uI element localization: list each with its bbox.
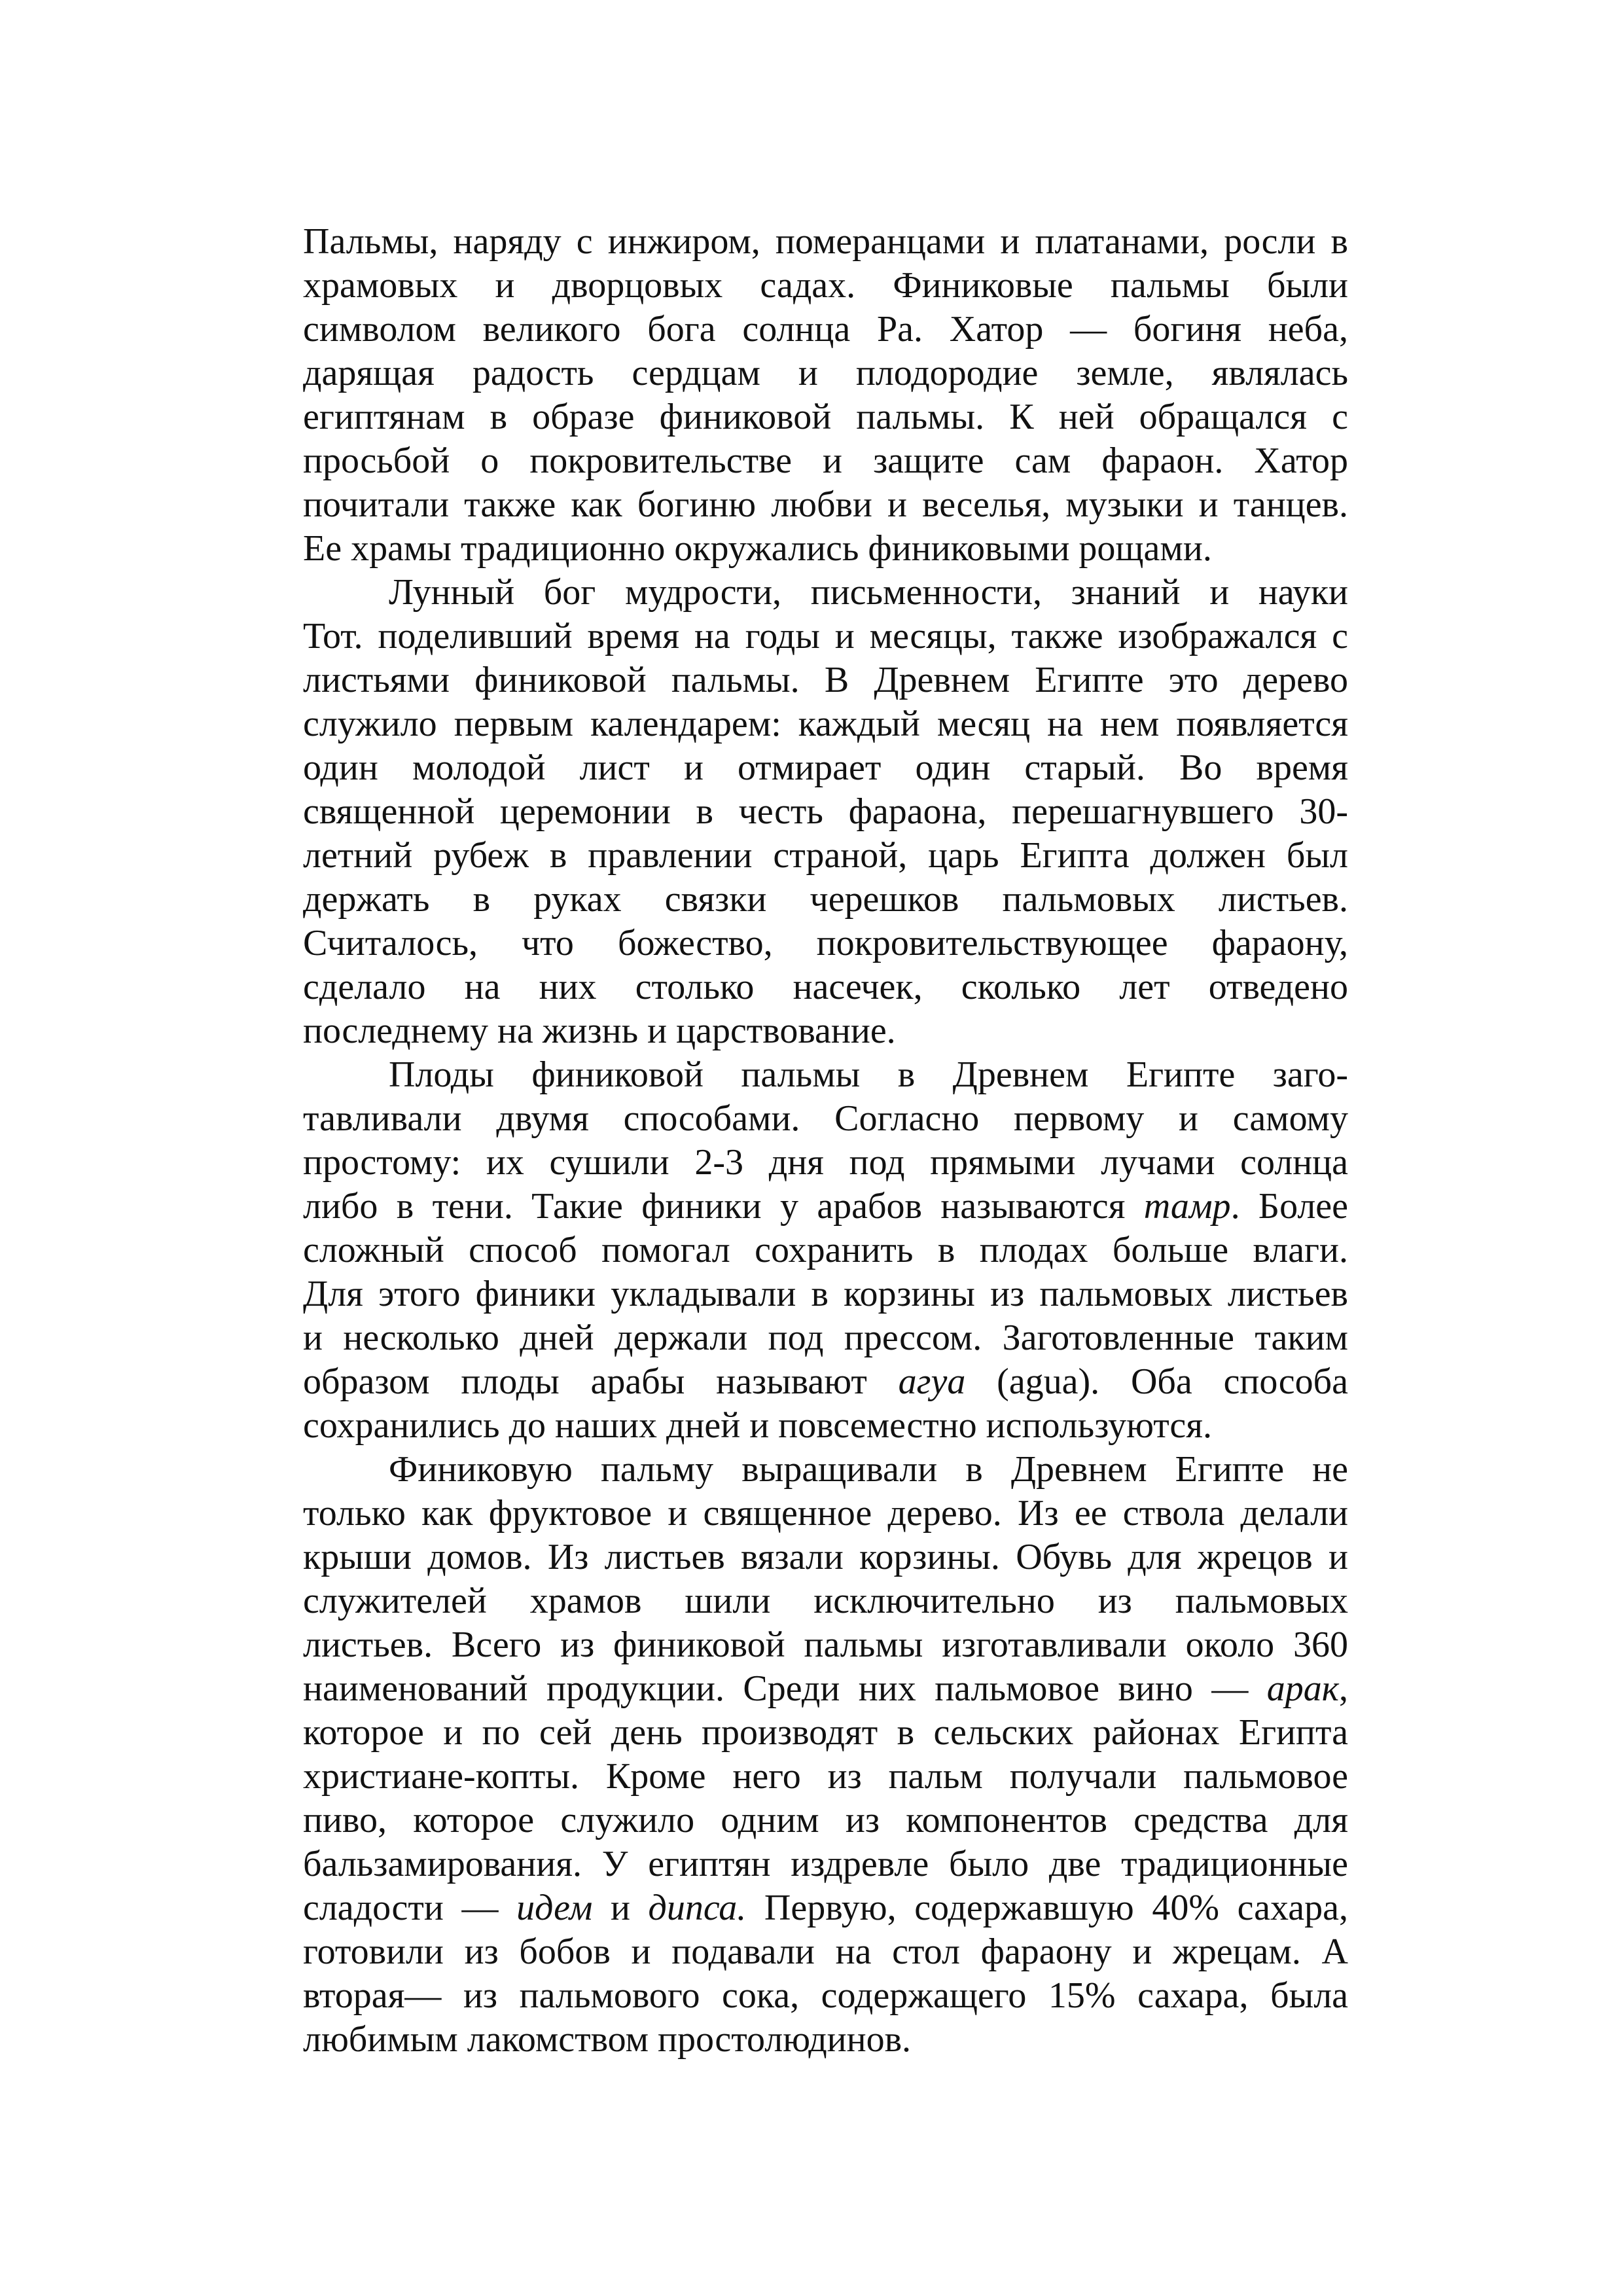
text-segment: символом великого бога солнца Ра. Хатор — богиня неба, xyxy=(303,309,1348,350)
text-segment: сохранились до наших дней и повсеместно используются. xyxy=(303,1405,1213,1446)
text-line xyxy=(303,1667,1348,1711)
text-line xyxy=(303,308,1348,351)
text-line xyxy=(303,1272,1348,1316)
text-segment: просьбой о покровительстве и защите сам фараон. Хатор xyxy=(303,440,1348,481)
italic-term: тамр xyxy=(1143,1186,1231,1227)
text-segment: дарящая радость сердцам и плодородие земле, являлась xyxy=(303,353,1348,393)
text-line xyxy=(303,1755,1348,1799)
text-segment: которое и по сей день производят в сельских районах Египта xyxy=(303,1712,1348,1753)
text-segment: египтянам в образе финиковой пальмы. К ней обращался с xyxy=(303,397,1348,437)
text-segment: крыши домов. Из листьев вязали корзины. Обувь для жрецов и xyxy=(303,1537,1348,1577)
text-line xyxy=(303,527,1348,571)
text-line xyxy=(303,1492,1348,1535)
text-line xyxy=(303,1842,1348,1886)
text-line xyxy=(303,439,1348,483)
text-segment: Для этого финики укладывали в корзины из пальмовых листьев xyxy=(303,1274,1348,1314)
text-segment: и несколько дней держали под прессом. Заготовленные таким xyxy=(303,1318,1348,1358)
text-line xyxy=(303,790,1348,834)
text-line xyxy=(303,1799,1348,1842)
text-line xyxy=(303,1316,1348,1360)
text-segment: (agua). Оба способа xyxy=(965,1361,1348,1402)
text-segment: последнему на жизнь и царствование. xyxy=(303,1011,896,1051)
text-segment: простому: их сушили 2-3 дня под прямыми лучами солнца xyxy=(303,1142,1348,1183)
text-segment: Финиковую пальму выращивали в Древнем Египте не xyxy=(389,1449,1348,1490)
text-segment: храмовых и дворцовых садах. Финиковые пальмы были xyxy=(303,265,1348,306)
text-segment: держать в руках связки черешков пальмовых листьев. xyxy=(303,879,1348,920)
italic-term: дипса. xyxy=(648,1888,747,1928)
text-line xyxy=(303,351,1348,395)
text-line xyxy=(303,834,1348,878)
text-segment: листьями финиковой пальмы. В Древнем Египте это дерево xyxy=(303,660,1348,700)
text-line xyxy=(303,658,1348,702)
italic-term: идем xyxy=(516,1888,593,1928)
text-segment: Лунный бог мудрости, письменности, знаний и науки xyxy=(389,572,1348,613)
text-segment: любимым лакомством простолюдинов. xyxy=(303,2019,912,2060)
text-segment: пиво, которое служило одним из компонентов средства для xyxy=(303,1800,1348,1840)
text-segment: священной церемонии в честь фараона, перешагнувшего 30- xyxy=(303,791,1348,832)
text-segment: готовили из бобов и подавали на стол фараону и жрецам. А xyxy=(303,1931,1348,1972)
text-line xyxy=(303,571,1348,615)
text-segment: вторая— из пальмового сока, содержащего 15% сахара, была xyxy=(303,1975,1348,2016)
text-line xyxy=(303,702,1348,746)
text-segment: сладости — xyxy=(303,1888,517,1928)
text-line xyxy=(303,922,1348,965)
text-line xyxy=(303,220,1348,264)
text-segment: либо в тени. Такие финики у арабов называются xyxy=(303,1186,1144,1227)
text-segment: сложный способ помогал сохранить в плодах больше влаги. xyxy=(303,1230,1348,1270)
text-segment: Первую, содержавшую 40% сахара, xyxy=(746,1888,1348,1928)
italic-term: агуа xyxy=(898,1361,966,1402)
text-segment: бальзамирования. У египтян издревле было две традиционные xyxy=(303,1844,1348,1884)
text-segment: . Более xyxy=(1230,1186,1348,1227)
text-segment: почитали также как богиню любви и веселья, музыки и танцев. xyxy=(303,484,1348,525)
text-line xyxy=(303,1229,1348,1272)
text-line xyxy=(303,483,1348,527)
text-segment: и xyxy=(592,1888,649,1928)
text-segment: служило первым календарем: каждый месяц на нем появляется xyxy=(303,704,1348,744)
italic-term: арак xyxy=(1266,1668,1339,1709)
text-segment: тавливали двумя способами. Согласно первому и самому xyxy=(303,1098,1348,1139)
text-line xyxy=(303,2018,1348,2062)
text-segment: образом плоды арабы называют xyxy=(303,1361,899,1402)
text-line xyxy=(303,1930,1348,1974)
text-line xyxy=(303,1974,1348,2018)
text-line xyxy=(303,1185,1348,1229)
text-segment: летний рубеж в правлении страной, царь Египта должен был xyxy=(303,835,1348,876)
text-line xyxy=(303,1053,1348,1097)
text-line xyxy=(303,1711,1348,1755)
text-line xyxy=(303,1448,1348,1492)
text-segment: один молодой лист и отмирает один старый. Во время xyxy=(303,747,1348,788)
text-line xyxy=(303,1404,1348,1448)
text-segment: христиане-копты. Кроме него из пальм получали пальмовое xyxy=(303,1756,1348,1797)
text-line xyxy=(303,1579,1348,1623)
text-segment: Ее храмы традиционно окружались финиковыми рощами. xyxy=(303,528,1212,569)
text-line xyxy=(303,395,1348,439)
text-line xyxy=(303,1009,1348,1053)
text-segment: Плоды финиковой пальмы в Древнем Египте заго- xyxy=(389,1054,1348,1095)
text-segment: сделало на них столько насечек, сколько лет отведено xyxy=(303,967,1348,1007)
text-line xyxy=(303,1141,1348,1185)
text-line xyxy=(303,1097,1348,1141)
body-text xyxy=(303,220,1348,2062)
text-line xyxy=(303,1360,1348,1404)
text-segment: Тот. поделивший время на годы и месяцы, также изображался с xyxy=(303,616,1348,656)
text-line xyxy=(303,878,1348,922)
text-segment: служителей храмов шили исключительно из пальмовых xyxy=(303,1581,1348,1621)
text-segment: Считалось, что божество, покровительствующее фараону, xyxy=(303,923,1348,963)
paragraph xyxy=(303,1053,1348,1448)
paragraph xyxy=(303,571,1348,1053)
text-segment: , xyxy=(1339,1668,1348,1709)
text-line xyxy=(303,1535,1348,1579)
text-line xyxy=(303,1623,1348,1667)
paragraph xyxy=(303,220,1348,571)
text-segment: наименований продукции. Среди них пальмовое вино — xyxy=(303,1668,1267,1709)
text-line xyxy=(303,615,1348,658)
text-line xyxy=(303,746,1348,790)
text-line xyxy=(303,965,1348,1009)
text-segment: Пальмы, наряду с инжиром, померанцами и платанами, росли в xyxy=(303,221,1348,262)
text-line xyxy=(303,1886,1348,1930)
text-segment: только как фруктовое и священное дерево. Из ее ствола делали xyxy=(303,1493,1348,1534)
paragraph xyxy=(303,1448,1348,2062)
text-line xyxy=(303,264,1348,308)
text-segment: листьев. Всего из финиковой пальмы изготавливали около 360 xyxy=(303,1624,1348,1665)
